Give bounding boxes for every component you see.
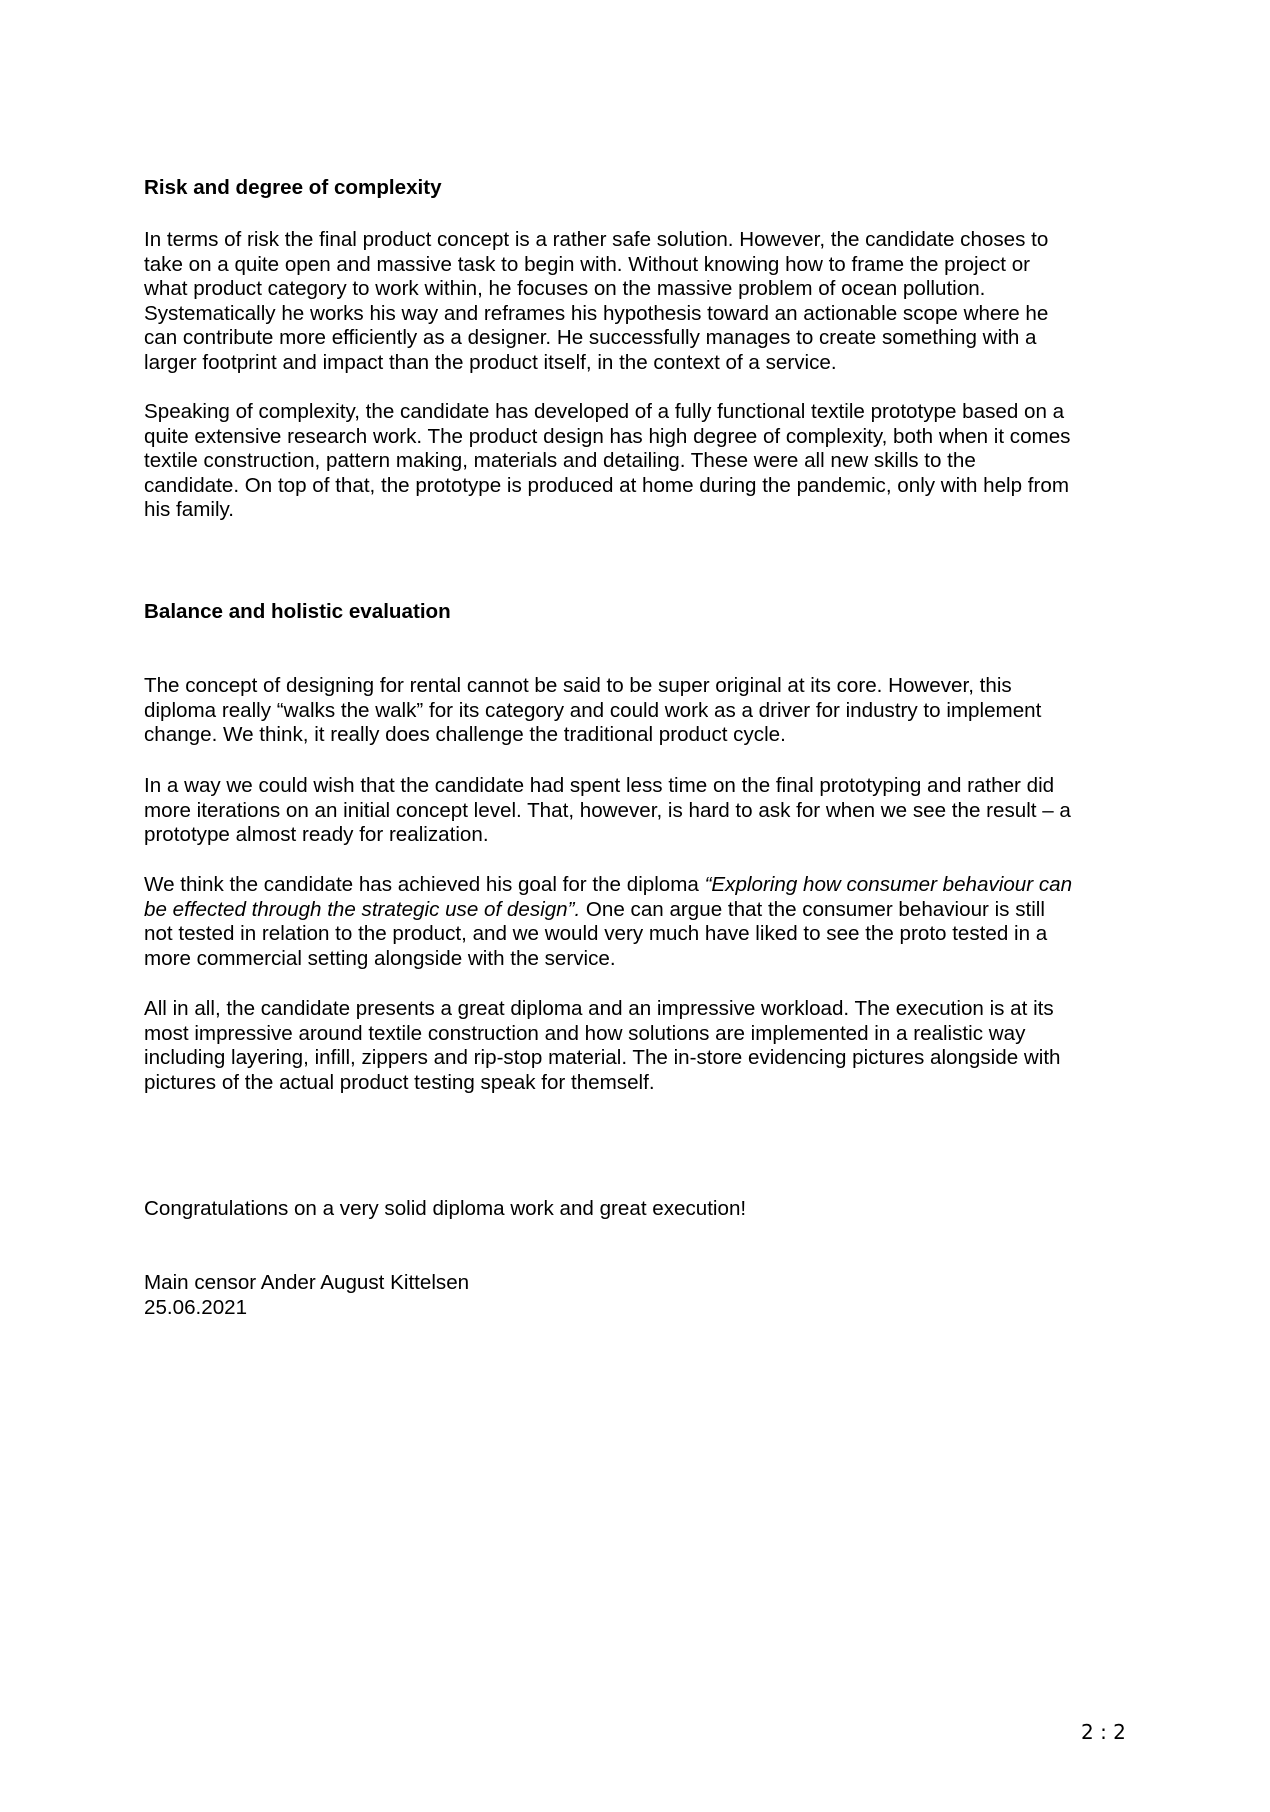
paragraph-complexity (144, 400, 1070, 523)
text-line: All in all, the candidate presents a great diploma and an impressive workload. The execution is at its (144, 997, 1054, 1020)
text-line: most impressive around textile construction and how solutions are implemented in a realistic way (144, 1021, 1026, 1045)
text-line: candidate. On top of that, the prototype is produced at home during the pandemic, only with help from (144, 473, 1069, 497)
paragraph-goal (144, 873, 1072, 971)
diploma-title-quote: be effected through the strategic use of design”. (144, 897, 581, 921)
text-line (144, 873, 1072, 898)
closing-congratulations (144, 1197, 746, 1222)
text-line: more commercial setting alongside with the service. (144, 946, 616, 970)
text-line: change. We think, it really does challenge the traditional product cycle. (144, 723, 786, 747)
text-line: pictures of the actual product testing speak for themself. (144, 1070, 655, 1094)
text-line: more iterations on an initial concept level. That, however, is hard to ask for when we see the result – a (144, 798, 1071, 822)
text-line: prototype almost ready for realization. (144, 823, 489, 847)
paragraph-concept (144, 674, 1041, 748)
text-line: larger footprint and impact than the product itself, in the context of a service. (144, 350, 837, 374)
heading-risk-complexity: Risk and degree of complexity (144, 176, 442, 199)
paragraph-summary (144, 997, 1061, 1095)
text-line: textile construction, pattern making, materials and detailing. These were all new skills to the (144, 449, 976, 473)
paragraph-risk (144, 228, 1048, 376)
text-line: Speaking of complexity, the candidate has developed of a fully functional textile prototype based on a (144, 400, 1065, 423)
signature-name: Main censor Ander August Kittelsen (144, 1271, 470, 1294)
paragraph-prototyping (144, 774, 1071, 848)
text-line: In terms of risk the final product concept is a rather safe solution. However, the candidate choses to (144, 228, 1049, 251)
signature-date: 25.06.2021 (144, 1295, 248, 1319)
text-line: what product category to work within, he focuses on the massive problem of ocean pollution. (144, 277, 986, 301)
text-line: Systematically he works his way and reframes his hypothesis toward an actionable scope where he (144, 301, 1049, 325)
text-plain: We think the candidate has achieved his goal for the diploma (144, 873, 705, 896)
signature-block (144, 1271, 469, 1320)
text-line: his family. (144, 498, 235, 522)
text-line: not tested in relation to the product, and we would very much have liked to see the proto tested in a (144, 922, 1048, 946)
heading-balance-evaluation: Balance and holistic evaluation (144, 600, 451, 623)
diploma-title-quote: “Exploring how consumer behaviour can (704, 873, 1073, 896)
page-number: 2 : 2 (1081, 1720, 1126, 1744)
text-plain: One can argue that the consumer behaviour is still (580, 897, 1045, 921)
text-line: Congratulations on a very solid diploma work and great execution! (144, 1197, 747, 1220)
text-line: take on a quite open and massive task to begin with. Without knowing how to frame the project or (144, 252, 1031, 276)
text-line: The concept of designing for rental cannot be said to be super original at its core. However, this (144, 674, 1012, 697)
text-line: quite extensive research work. The product design has high degree of complexity, both when it comes (144, 424, 1071, 448)
text-line: can contribute more efficiently as a designer. He successfully manages to create something with a (144, 326, 1037, 350)
text-line: In a way we could wish that the candidate had spent less time on the final prototyping and rather did (144, 774, 1055, 797)
text-line: including layering, infill, zippers and rip-stop material. The in-store evidencing pictures alongside with (144, 1046, 1061, 1070)
text-line (144, 898, 1072, 923)
text-line: diploma really “walks the walk” for its category and could work as a driver for industry to implement (144, 698, 1042, 722)
